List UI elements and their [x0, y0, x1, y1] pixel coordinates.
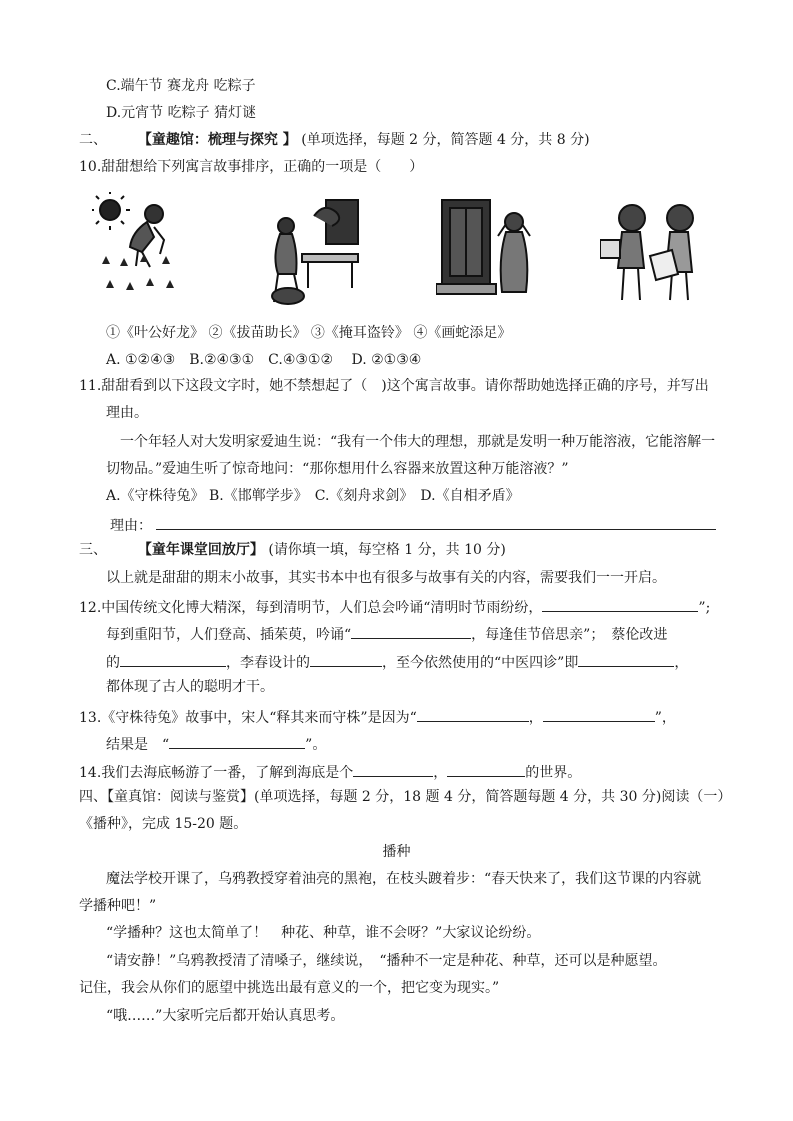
q11-reason-blank[interactable] — [156, 513, 716, 530]
story-title: 播种 — [382, 844, 411, 860]
story-paragraph-2: “学播种？这也太简单了！ 种花、种草，谁不会呀？”大家议论纷纷。 — [106, 925, 541, 941]
q12-blank-5[interactable] — [578, 650, 674, 667]
section-3-number: 三、 — [79, 542, 107, 558]
q12-blank-3[interactable] — [120, 650, 226, 667]
q9-option-c: C.端午节 赛龙舟 吃粽子 — [106, 78, 256, 94]
q12-line-3 — [106, 650, 688, 673]
illustration-pulling-sprouts — [92, 192, 192, 300]
q12-line-4: 都体现了古人的聪明才干。 — [106, 679, 274, 695]
q11-passage-cont: 切物品。”爱迪生听了惊奇地问：“那你想用什么容器来放置这种万能溶液？” — [106, 461, 569, 477]
section-2-number: 二、 — [79, 132, 107, 148]
q14-text-c: 的世界。 — [525, 765, 582, 781]
q12-text-1b: ”; — [698, 600, 711, 616]
q11-passage: 一个年轻人对大发明家爱迪生说：“我有一个伟大的理想，那就是发明一种万能溶液，它能溶解一 — [120, 434, 716, 450]
story-paragraph-4: “哦……”大家听完后都开始认真思考。 — [106, 1008, 345, 1024]
q12-text-3c: ，至今依然使用的“中医四诊”即 — [382, 655, 579, 671]
q13-blank-2[interactable] — [543, 705, 655, 722]
q14-blank-1[interactable] — [353, 760, 433, 777]
q13-text-2b: ”。 — [305, 737, 327, 753]
q12-text-1a: 12.中国传统文化博大精深，每到清明节，人们总会吟诵“清明时节雨纷纷， — [79, 600, 543, 616]
q13-blank-1[interactable] — [417, 705, 529, 722]
q9-option-d: D.元宵节 吃粽子 猜灯谜 — [106, 105, 257, 121]
story-paragraph-1: 魔法学校开课了，乌鸦教授穿着油亮的黑袍，在枝头踱着步：“春天快来了，我们这节课的内容就 — [106, 871, 702, 887]
q11-reason — [110, 513, 716, 536]
q12-text-3a: 的 — [106, 655, 120, 671]
q12-blank-1[interactable] — [542, 595, 698, 612]
q14-text-b: ， — [433, 765, 448, 781]
illustration-snake-legs — [600, 196, 710, 304]
q13-line-1 — [79, 705, 676, 728]
section-3-header — [79, 540, 506, 560]
q13-text-2a: 结果是 “ — [106, 737, 170, 753]
q13-text-1c: ”， — [654, 710, 676, 726]
q11-stem-cont: 理由。 — [106, 405, 148, 421]
q13-line-2 — [106, 732, 326, 755]
q10-stem: 10.甜甜想给下列寓言故事排序，正确的一项是（ ） — [79, 159, 424, 175]
q13-text-1a: 13.《守株待兔》故事中，宋人“释其来而守株”是因为“ — [79, 710, 417, 726]
section-3-intro: 以上就是甜甜的期末小故事，其实书本中也有很多与故事有关的内容，需要我们一一开启。 — [106, 570, 666, 586]
story-paragraph-3-cont: 记住，我会从你们的愿望中挑选出最有意义的一个，把它变为现实。” — [79, 980, 500, 996]
q12-blank-2[interactable] — [351, 622, 471, 639]
section-3-title: 【童年课堂回放厅】 — [137, 542, 264, 558]
q12-blank-4[interactable] — [310, 650, 382, 667]
illustration-dragon-lover — [266, 196, 366, 308]
q12-text-3d: ， — [674, 655, 689, 671]
q11-stem: 11.甜甜看到以下这段文字时，她不禁想起了（ )这个寓言故事。请你帮助她选择正确的序号，并写出 — [79, 378, 709, 394]
q10-options: A. ①②④③ B.②④③① C.④③①② D. ②①③④ — [106, 352, 422, 368]
q14-line — [79, 760, 581, 783]
q11-reason-label: 理由： — [110, 518, 152, 534]
q10-stories: ①《叶公好龙》 ②《拔苗助长》 ③《掩耳盗铃》 ④《画蛇添足》 — [106, 325, 512, 341]
section-4-header-cont: 《播种》，完成 15-20 题。 — [79, 816, 248, 832]
q13-blank-3[interactable] — [169, 732, 305, 749]
section-2-title: 【童趣馆：梳理与探究 】 — [137, 132, 297, 148]
q14-text-a: 14.我们去海底畅游了一番，了解到海底是个 — [79, 765, 354, 781]
q12-line-1 — [79, 595, 710, 618]
q14-blank-2[interactable] — [447, 760, 525, 777]
q12-text-2b: ，每逢佳节倍思亲”； 蔡伦改进 — [471, 627, 668, 643]
q12-text-3b: ，李春设计的 — [226, 655, 310, 671]
section-2-note: (单项选择，每题 2 分，简答题 4 分，共 8 分) — [301, 132, 590, 148]
q11-options: A.《守株待兔》 B.《邯郸学步》 C.《刻舟求剑》 D.《自相矛盾》 — [106, 488, 520, 504]
q12-line-2 — [106, 622, 667, 645]
section-2-header — [79, 130, 590, 150]
section-4-header: 四、【童真馆：阅读与鉴赏】(单项选择，每题 2 分，18 题 4 分，简答题每题 4 分，共 30 分)阅读（一） — [79, 789, 732, 805]
q12-text-2a: 每到重阳节，人们登高、插茱萸，吟诵“ — [106, 627, 352, 643]
section-3-note: (请你填一填，每空格 1 分，共 10 分) — [268, 542, 506, 558]
illustration-covering-ears — [436, 196, 536, 300]
q13-text-1b: ， — [528, 710, 543, 726]
story-paragraph-1-cont: 学播种吧！” — [79, 898, 157, 914]
story-paragraph-3: “请安静！”乌鸦教授清了清嗓子，继续说， “播种不一定是种花、种草，还可以是种愿望。 — [106, 953, 667, 969]
